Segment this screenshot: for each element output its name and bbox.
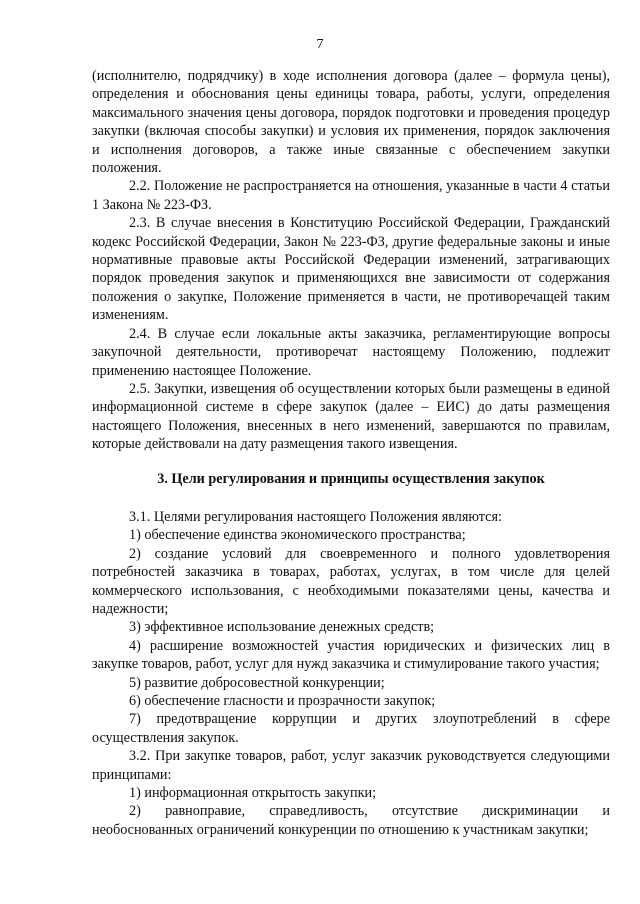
section-2-continuation <box>92 67 610 454</box>
paragraph-p-3-1-5: 5) развитие добросовестной конкуренции; <box>129 674 385 691</box>
paragraph-p-2-2: 2.2. Положение не распространяется на отношения, указанные в части 4 статьи 1 Закона № 223-ФЗ. <box>92 178 610 213</box>
paragraph-p-3-2-1: 1) информационная открытость закупки; <box>129 785 377 802</box>
paragraph-p-3-1-2: 2) создание условий для своевременного и полного удовлетворения потребностей заказчика в товарах, работах, услугах, в том числе для целей коммерческого использования, с необходимыми показателями цены, качества и надежности; <box>92 545 610 617</box>
page-number: 7 <box>316 37 324 52</box>
paragraph-p-3-1-3: 3) эффективное использование денежных средств; <box>129 619 435 636</box>
section-heading: 3. Цели регулирования и принципы осуществления закупок <box>157 470 545 487</box>
paragraph-p-3-1: 3.1. Целями регулирования настоящего Положения являются: <box>129 508 502 525</box>
paragraph-p-2-5: 2.5. Закупки, извещения об осуществлении которых были размещены в единой информационной системе в сфере закупок (далее – ЕИС) до даты размещения настоящего Положения, внесенных в него изменений, завершаются по правилам, которые действовали на дату размещения такого извещения. <box>92 380 610 453</box>
paragraph-p-3-1-7: 7) предотвращение коррупции и других злоупотреблений в сфере осуществления закупок. <box>92 711 610 746</box>
section-3-body <box>92 508 610 839</box>
paragraph-p-3-1-1: 1) обеспечение единства экономического пространства; <box>129 527 466 544</box>
paragraph-p-3-1-4: 4) расширение возможностей участия юридических и физических лиц в закупке товаров, работ, услуг для нужд заказчика и стимулирование такого участия; <box>92 637 610 673</box>
paragraph-p-3-2: 3.2. При закупке товаров, работ, услуг заказчик руководствуется следующими принципами: <box>92 748 610 783</box>
paragraph-p-3-1-6: 6) обеспечение гласности и прозрачности закупок; <box>129 693 436 709</box>
paragraph-p-2-4: 2.4. В случае если локальные акты заказчика, регламентирующие вопросы закупочной деятельности, противоречат настоящему Положению, подлежит применению настоящее Положение. <box>92 325 610 379</box>
paragraph-p-3-2-2: 2) равноправие, справедливость, отсутствие дискриминации и необоснованных ограничений конкуренции по отношению к участникам закупки; <box>92 803 610 838</box>
document-body <box>92 67 610 839</box>
paragraph-p-cont: (исполнителю, подрядчику) в ходе исполнения договора (далее – формула цены), определения и обоснования цены единицы товара, работы, услуги, определения максимального значения цены договора, порядок подготовки и проведения процедур закупки (включая способы закупки) и условия их применения, порядок заключения и исполнения договоров, а также иные связанные с обеспечением закупки положения. <box>92 68 610 177</box>
paragraph-p-2-3: 2.3. В случае внесения в Конституцию Российской Федерации, Гражданский кодекс Российской Федерации, Закон № 223-ФЗ, другие федеральные законы и иные нормативные правовые акты Российской Федерации изменений, затрагивающих порядок проведения закупок и применяющихся вне зависимости от содержания положения о закупке, Положение применяется в части, не противоречащей таким изменениям. <box>92 215 610 324</box>
